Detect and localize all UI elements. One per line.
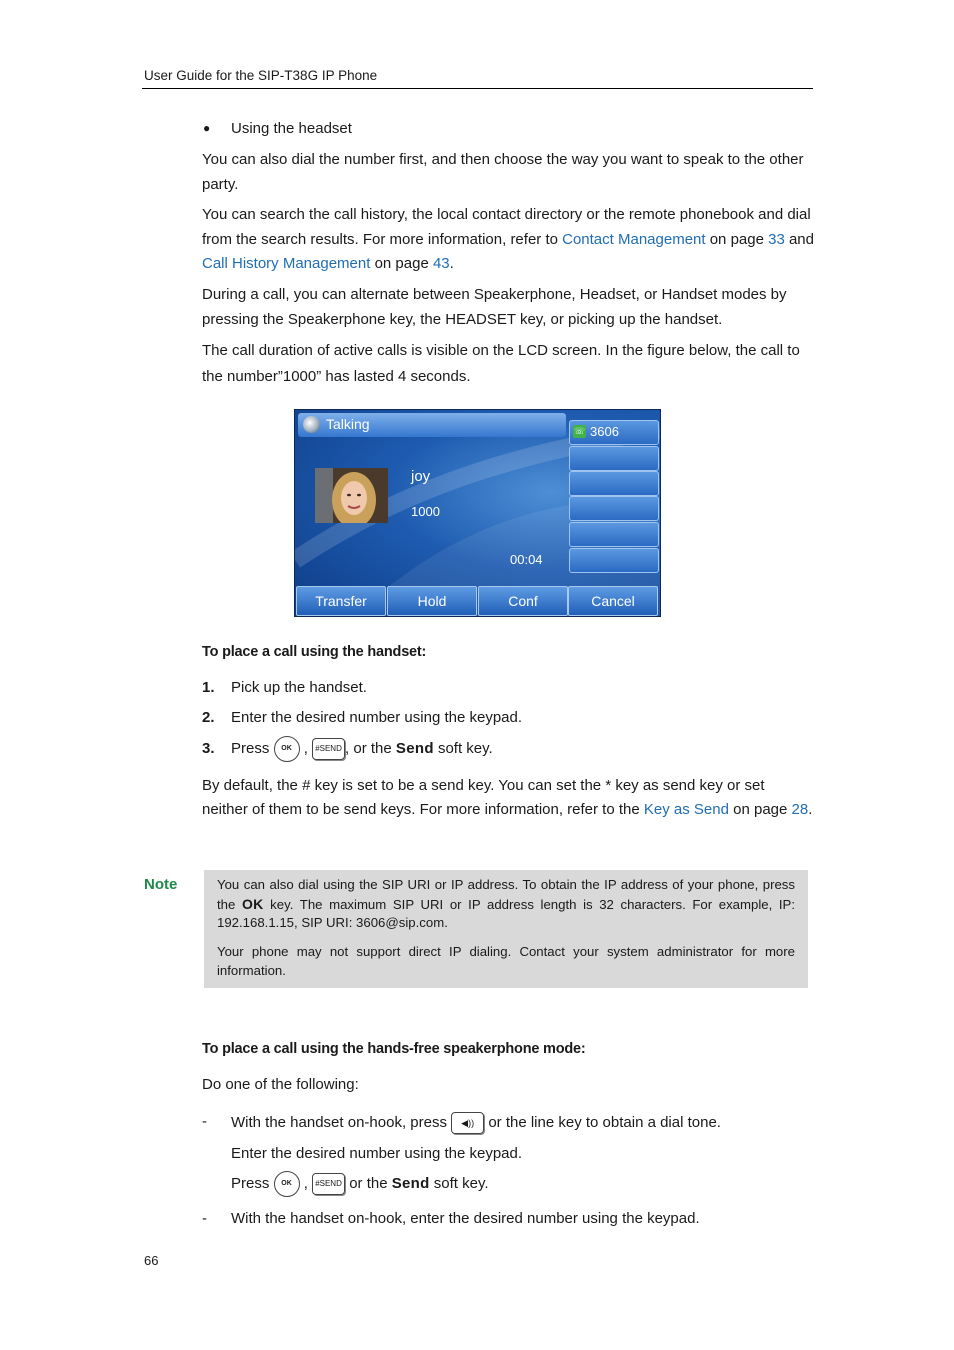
speaker-item1-press: Press <box>231 1175 270 1192</box>
speaker-intro: Do one of the following: <box>202 1076 359 1093</box>
intro-paragraph-3: During a call, you can alternate between Speakerphone, Headset, or Handset modes by pressing the Speakerphone key, the HEADSET key, or picking up the handset. <box>202 286 787 328</box>
line-key-1[interactable] <box>569 420 659 445</box>
intro-paragraph-4: The call duration of active calls is visible on the LCD screen. In the figure below, the call to the number”1000” has lasted 4 seconds. <box>202 342 800 385</box>
speaker-item1-send-word: Send <box>391 1175 430 1192</box>
softkey-cancel[interactable]: Cancel <box>568 586 658 616</box>
speaker-item-1-line-2: Enter the desired number using the keypad. <box>231 1145 523 1162</box>
note-label: Note <box>144 876 178 893</box>
step-text-2: Enter the desired number using the keypad. <box>231 709 523 726</box>
step3-press: Press <box>231 740 270 757</box>
list-dash-2: - <box>202 1210 207 1227</box>
line-key-2[interactable] <box>569 446 659 471</box>
send-key-text-a: By default, the # key is set to be a send key. You can set the * key as send key or set neither of them to be send keys. For more information, refer to the <box>202 777 765 818</box>
status-bar <box>298 413 566 437</box>
line-key-label: 3606 <box>590 424 619 439</box>
note-p1-text-b: key. The maximum SIP URI or IP address length is 32 characters. For example, IP: 192.168.1.15, SIP URI: 3606@sip.com. <box>217 896 795 930</box>
list-dash-1: - <box>202 1113 207 1130</box>
link-page-33[interactable]: 33 <box>768 230 785 248</box>
step-text-1: Pick up the handset. <box>231 679 367 696</box>
para2-text-a: You can search the call history, the local contact directory or the remote phonebook and dial from the search results. For more information, refer to <box>202 206 811 248</box>
contact-name: joy <box>411 468 431 485</box>
speaker-item1-text-b: or the line key to obtain a dial tone. <box>488 1114 721 1131</box>
note-paragraph-1 <box>217 876 795 933</box>
send-key-text-b: on page <box>728 801 792 818</box>
speaker-item1-comma: , <box>303 1175 308 1192</box>
call-status-icon <box>303 416 320 433</box>
step-number-1: 1. <box>202 679 215 696</box>
line-key-6[interactable] <box>569 548 659 573</box>
intro-paragraph-2 <box>202 203 814 277</box>
hash-send-key-icon: #SEND <box>312 738 345 760</box>
step3-comma: , <box>303 740 308 757</box>
para2-text-b: on page <box>705 230 769 248</box>
link-page-28[interactable]: 28 <box>791 801 809 818</box>
softkey-hold[interactable]: Hold <box>387 586 477 616</box>
line-key-5[interactable] <box>569 522 659 547</box>
contact-number: 1000 <box>411 504 440 519</box>
header-divider <box>142 88 813 89</box>
bullet-headset: Using the headset <box>231 120 352 137</box>
step3-suffix: soft key. <box>437 740 493 757</box>
bullet-icon: ● <box>203 121 211 135</box>
speaker-item-2: With the handset on-hook, enter the desired number using the keypad. <box>231 1210 700 1227</box>
send-key-paragraph <box>202 774 814 822</box>
intro-paragraph-1: You can also dial the number first, and then choose the way you want to speak to the other party. <box>202 151 804 193</box>
softkey-transfer[interactable]: Transfer <box>296 586 386 616</box>
link-contact-management[interactable]: Contact Management <box>562 230 706 248</box>
note-p1-text-a: You can also dial using the SIP URI or IP address. To obtain the IP address of your phone, press the <box>217 877 795 912</box>
para2-text-c: and <box>784 230 814 248</box>
note-paragraph-2: Your phone may not support direct IP dialing. Contact your system administrator for more information. <box>217 944 795 978</box>
section-heading-handset: To place a call using the handset: <box>202 644 427 660</box>
line-key-3[interactable] <box>569 471 659 496</box>
running-header: User Guide for the SIP-T38G IP Phone <box>144 68 378 83</box>
contact-photo <box>315 468 388 523</box>
hash-send-key-icon: #SEND <box>312 1173 345 1195</box>
ok-key-icon: OK <box>274 736 300 762</box>
contact-photo-image <box>315 468 388 523</box>
para2-text-d: on page <box>370 255 433 272</box>
phone-icon: ☏ <box>573 426 586 436</box>
speaker-item1-text-a: With the handset on-hook, press <box>231 1114 447 1131</box>
link-page-43[interactable]: 43 <box>432 255 450 272</box>
line-key-4[interactable] <box>569 496 659 521</box>
step-text-3 <box>231 736 493 762</box>
speaker-item1-or-the: or the <box>349 1175 388 1192</box>
step-number-2: 2. <box>202 709 215 726</box>
link-call-history-management[interactable]: Call History Management <box>202 255 371 272</box>
speaker-item-1-line-3 <box>231 1171 489 1197</box>
speaker-item-1-line-1 <box>231 1110 721 1136</box>
send-key-text-c: . <box>808 801 813 818</box>
softkey-conf[interactable]: Conf <box>478 586 568 616</box>
step3-send-word: Send <box>395 740 434 757</box>
para2-text-e: . <box>449 255 454 272</box>
step-number-3: 3. <box>202 740 215 757</box>
speakerphone-key-icon: ◀)) <box>451 1112 484 1134</box>
section-heading-speakerphone: To place a call using the hands-free speakerphone mode: <box>202 1041 586 1057</box>
step3-or-the: , or the <box>345 740 392 757</box>
note-ok-word: OK <box>241 895 264 912</box>
page-number: 66 <box>144 1253 159 1268</box>
link-key-as-send[interactable]: Key as Send <box>643 801 729 818</box>
call-status-text: Talking <box>326 416 370 432</box>
ok-key-icon: OK <box>274 1171 300 1197</box>
call-timer: 00:04 <box>510 552 543 567</box>
phone-lcd-screenshot <box>294 409 661 617</box>
speaker-item1-suffix: soft key. <box>433 1175 489 1192</box>
